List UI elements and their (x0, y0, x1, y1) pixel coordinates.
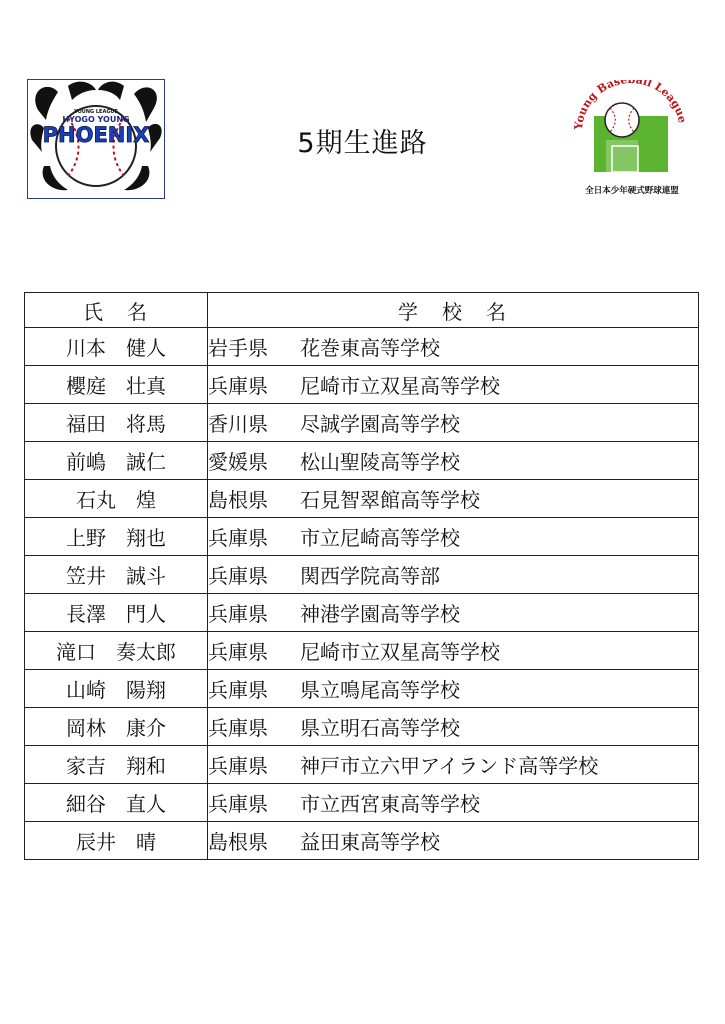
graduate-destination-table (24, 292, 699, 860)
table-row (25, 708, 699, 746)
prefecture-label: 兵庫県 (208, 564, 268, 588)
prefecture-label: 香川県 (208, 412, 268, 436)
school-destination (208, 594, 699, 632)
prefecture-label: 兵庫県 (208, 678, 268, 702)
school-name: 石見智翠館高等学校 (300, 488, 480, 512)
table-row (25, 480, 699, 518)
student-name: 前嶋 誠仁 (25, 442, 208, 480)
table-row (25, 822, 699, 860)
student-name: 山崎 陽翔 (25, 670, 208, 708)
table-row (25, 594, 699, 632)
student-name: 細谷 直人 (25, 784, 208, 822)
school-name: 松山聖陵高等学校 (300, 450, 460, 474)
prefecture-label: 愛媛県 (208, 450, 268, 474)
table-row (25, 556, 699, 594)
page-title: 5期生進路 (297, 128, 428, 159)
school-destination (208, 366, 699, 404)
school-name: 市立西宮東高等学校 (300, 792, 480, 816)
header-school: 学 校 名 (208, 293, 699, 328)
school-destination (208, 708, 699, 746)
table-row (25, 784, 699, 822)
school-destination (208, 746, 699, 784)
table-header-row (25, 293, 699, 328)
school-destination (208, 784, 699, 822)
student-name: 辰井 晴 (25, 822, 208, 860)
table-row (25, 442, 699, 480)
school-name: 県立鳴尾高等学校 (300, 678, 460, 702)
student-name: 家吉 翔和 (25, 746, 208, 784)
school-name: 関西学院高等部 (300, 564, 440, 588)
school-destination (208, 404, 699, 442)
school-destination (208, 822, 699, 860)
school-name: 尼崎市立双星高等学校 (300, 640, 500, 664)
table-row (25, 328, 699, 366)
student-name: 川本 健人 (25, 328, 208, 366)
school-name: 尽誠学園高等学校 (300, 412, 460, 436)
school-destination (208, 442, 699, 480)
table-row (25, 632, 699, 670)
student-name: 上野 翔也 (25, 518, 208, 556)
student-name: 福田 将馬 (25, 404, 208, 442)
school-name: 市立尼崎高等学校 (300, 526, 460, 550)
student-name: 石丸 煌 (25, 480, 208, 518)
prefecture-label: 兵庫県 (208, 716, 268, 740)
student-name: 櫻庭 壮真 (25, 366, 208, 404)
school-destination (208, 518, 699, 556)
prefecture-label: 兵庫県 (208, 374, 268, 398)
school-name: 花巻東高等学校 (300, 336, 440, 360)
table-row (25, 366, 699, 404)
prefecture-label: 岩手県 (208, 336, 268, 360)
league-arc-text: Young Base all League (572, 80, 690, 131)
school-destination (208, 556, 699, 594)
logo-mid-text: HYOGO YOUNG (62, 115, 130, 124)
school-name: 神港学園高等学校 (300, 602, 460, 626)
school-name: 神戸市立六甲アイランド高等学校 (300, 754, 599, 778)
school-name: 県立明石高等学校 (300, 716, 460, 740)
table-row (25, 670, 699, 708)
student-name: 長澤 門人 (25, 594, 208, 632)
header-name: 氏 名 (25, 293, 208, 328)
table-row (25, 746, 699, 784)
logo-small-text: YOUNG LEAGUE (74, 109, 118, 115)
league-org-name: 全日本少年硬式野球連盟 (585, 186, 679, 196)
prefecture-label: 島根県 (208, 488, 268, 512)
young-league-logo-icon (572, 80, 690, 202)
logo-big-text: PHOENIX (42, 123, 150, 147)
prefecture-label: 島根県 (208, 830, 268, 854)
table-body (25, 328, 699, 860)
prefecture-label: 兵庫県 (208, 754, 268, 778)
school-destination (208, 480, 699, 518)
table-row (25, 404, 699, 442)
school-destination (208, 328, 699, 366)
prefecture-label: 兵庫県 (208, 640, 268, 664)
student-name: 笠井 誠斗 (25, 556, 208, 594)
prefecture-label: 兵庫県 (208, 602, 268, 626)
school-name: 尼崎市立双星高等学校 (300, 374, 500, 398)
student-name: 岡林 康介 (25, 708, 208, 746)
table-row (25, 518, 699, 556)
student-name: 滝口 奏太郎 (25, 632, 208, 670)
school-destination (208, 670, 699, 708)
prefecture-label: 兵庫県 (208, 526, 268, 550)
school-name: 益田東高等学校 (300, 830, 440, 854)
prefecture-label: 兵庫県 (208, 792, 268, 816)
school-destination (208, 632, 699, 670)
league-logo (572, 80, 690, 202)
